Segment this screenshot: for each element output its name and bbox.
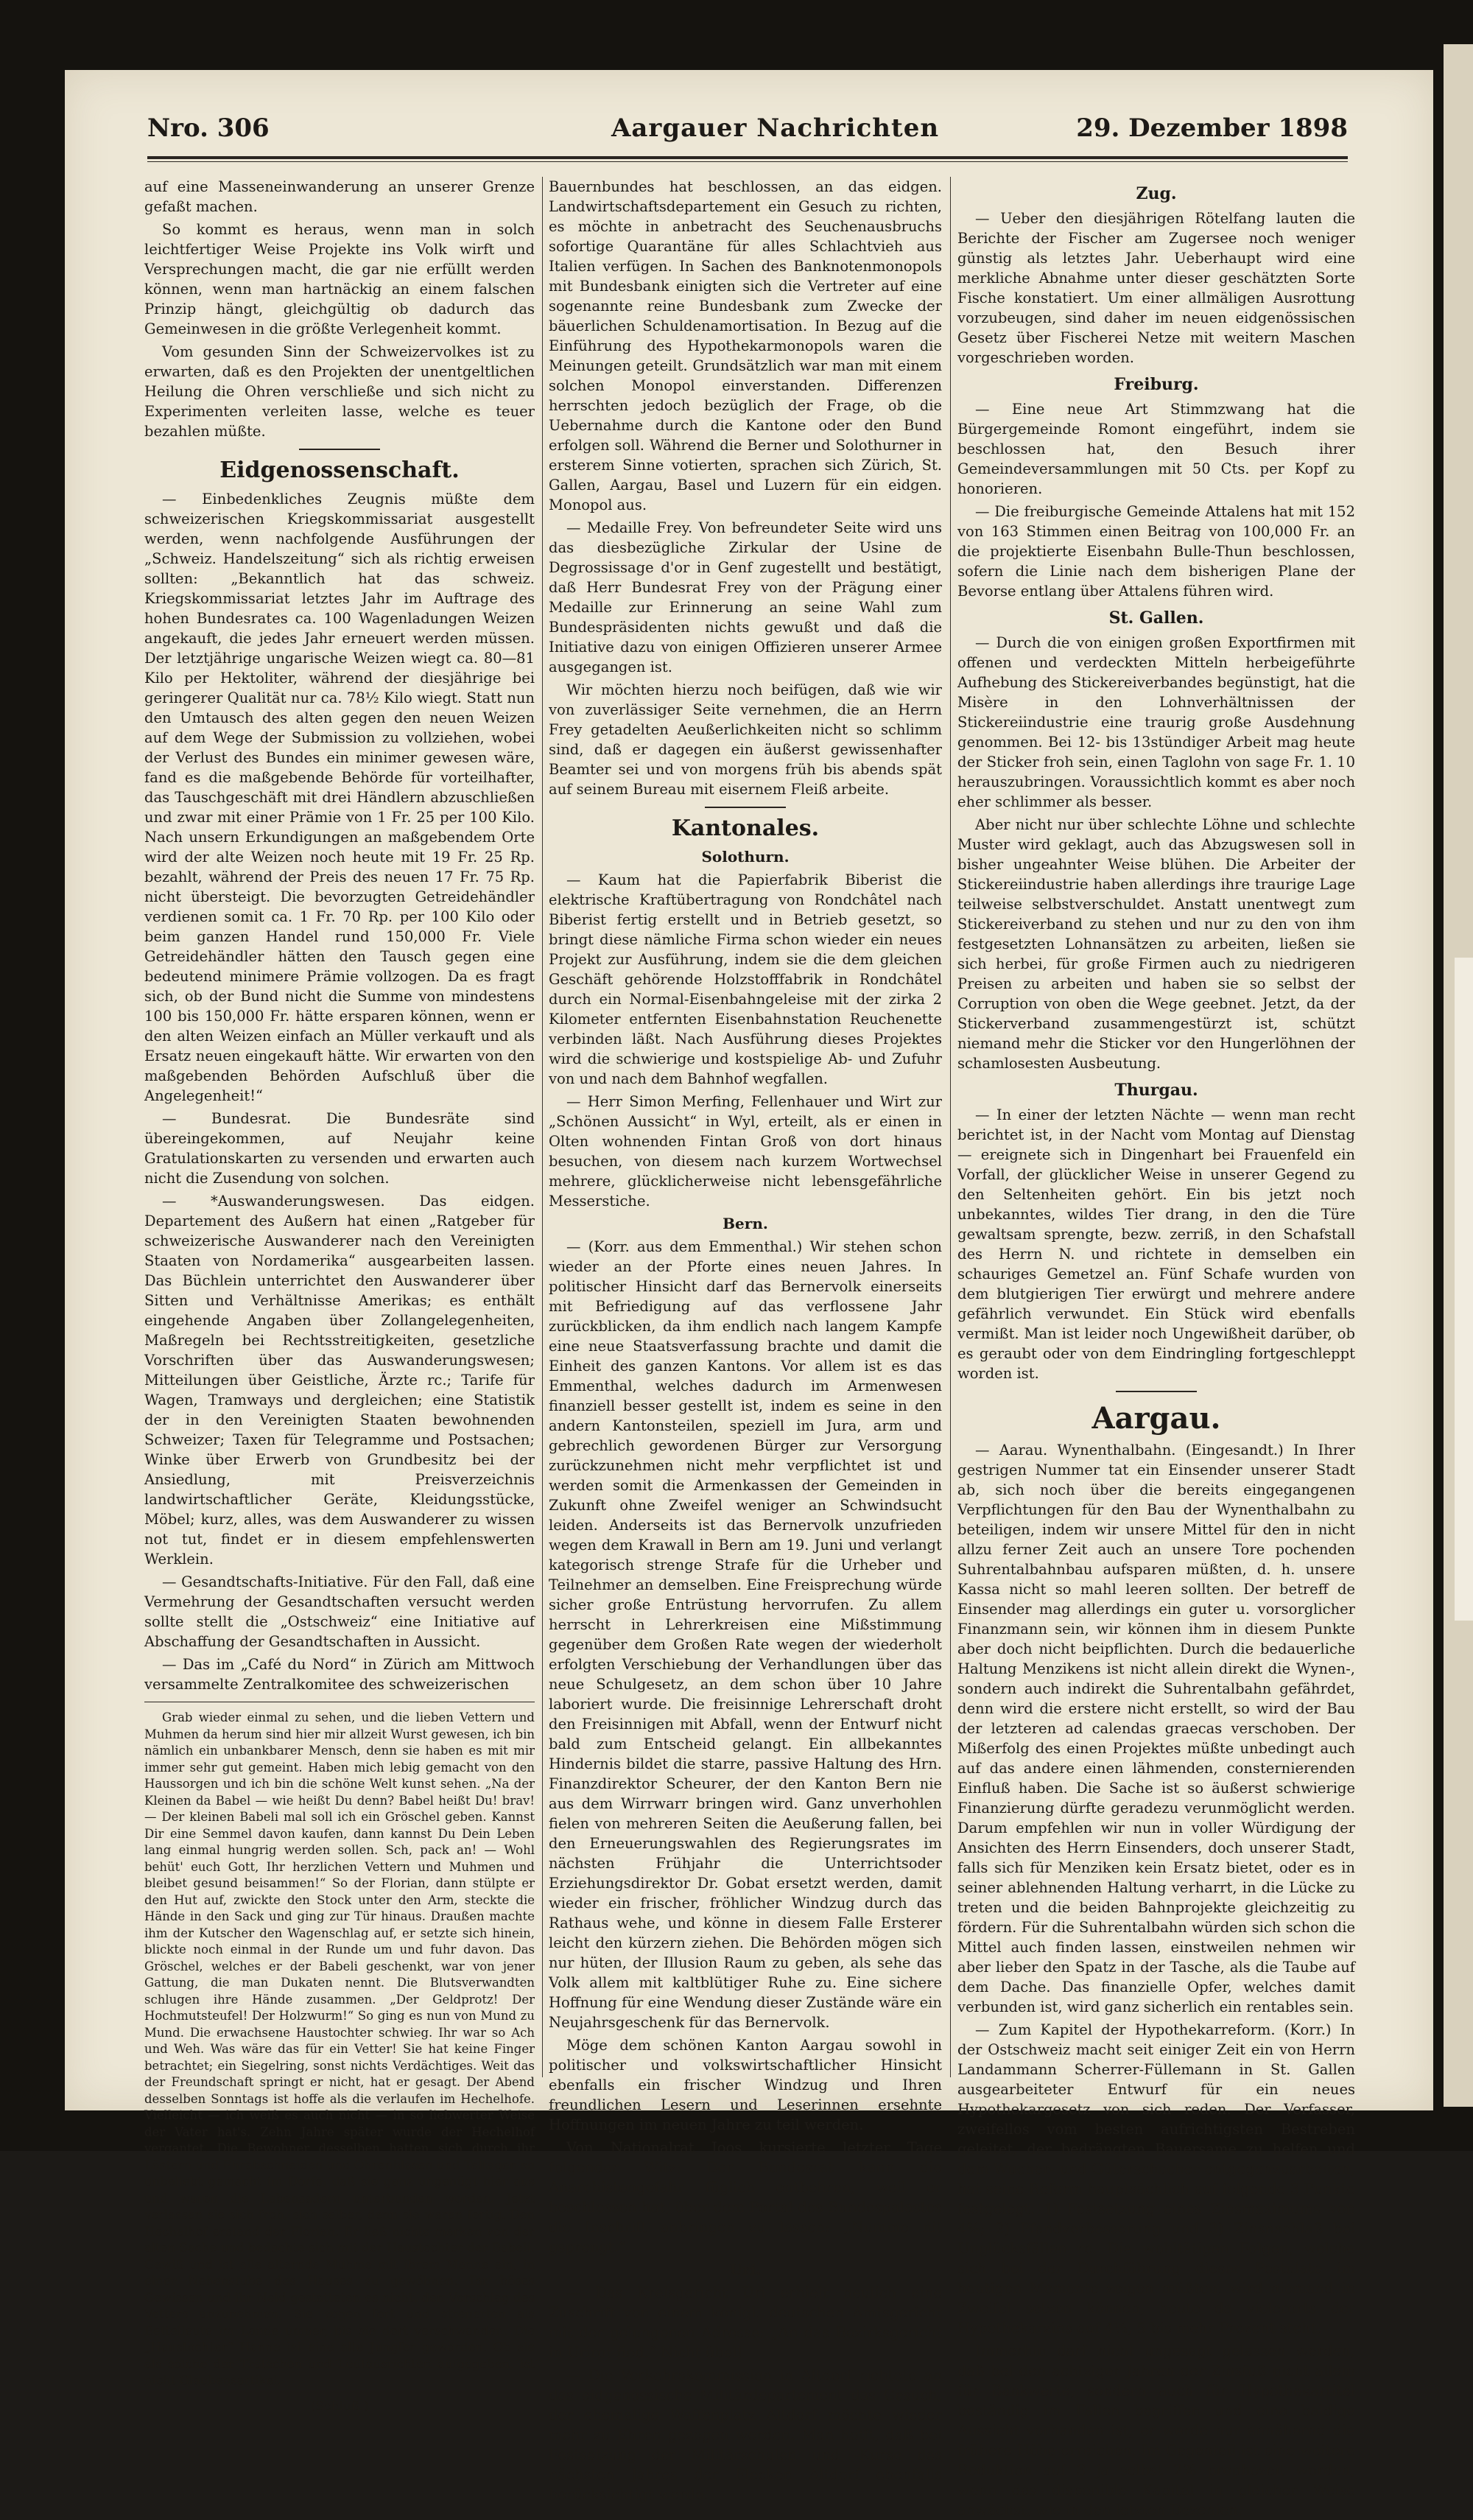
paragraph: So kommt es heraus, wenn man in solch leichtfertiger Weise Projekte ins Volk wirft und Versprechungen macht, die gar nie erfüllt werden können, wenn man hartnäckig an einem falschen Prinzip hängt, gleichgültig ob dadurch das Gemeinwesen in die größte Verlegenheit kommt. (144, 221, 535, 337)
subsection-heading: Thurgau. (1114, 1081, 1198, 1100)
paragraph: — Kaum hat die Papierfabrik Biberist die elektrische Kraftübertragung von Rondchâtel nach Biberist fertig erstellt und in Betrieb gesetzt, so bringt diese nämliche Firma schon wieder ein neues Projekt zur Ausführung, indem sie die dem gleichen Geschäft gehörende Holzstofffabrik in Rondchâtel durch ein Normal-Eisenbahngeleise mit der zirka 2 Kilometer entfernten Eisenbahnstation Reuchenette verbinden läßt. Nach Ausführung dieses Projektes wird die schwierige und kostspielige Ab- und Zufuhr von und nach dem Bahnhof wegfallen. (549, 871, 942, 1087)
column-divider (542, 177, 543, 2077)
section-divider (299, 449, 380, 450)
paragraph: — Herr Simon Merfing, Fellenhauer und Wirt zur „Schönen Aussicht“ in Wyl, erteilt, als er einen in Olten wohnenden Fintan Groß von dort hinaus besuchen, von diesem nach kurzem Wortwechsel mehrere, glücklicherweise nicht lebensgefährliche Messerstiche. (549, 1093, 942, 1210)
paragraph: Immerhin darf nicht ungesagt gelassen werden, daß bei den achtziger Jahren der Zinsfuß nicht allein für Bankwerte, sondern auch für Hypothekartitel beständig im Fallen begriffen und eine baldige Aussicht vorhanden ist, er werde nur annähernd die frühere Höhe erreichen. Im Gegenteil ist eine weitere Reduktion auf 3 ja selbst 2% prophezeit worden, wenn das disponible Kapital in gleicher Weise anwächst, wie in den letzten Dezenien. (957, 2342, 1355, 2519)
paragraph: — Durch die von einigen großen Exportfirmen mit offenen und verdeckten Mitteln herbeigeführte Aufhebung des Stickereiverbandes begünstigt, hat die Misère in den Lohnverhältnissen der Stickereiindustrie eine traurig große Ausdehnung genommen. Bei 12- bis 13stündiger Arbeit mag heute der Sticker froh sein, einen Taglohn von sage Fr. 1. 10 herauszubringen. Voraussichtlich kommt es aber noch eher schlimmer als besser. (957, 634, 1355, 810)
subsection-heading: Bern. (723, 1215, 768, 1232)
paragraph: Von Nationalrat Joos kursierte letzter Tage folgender Witz: Der Bundesrat kann die Anarchistengefahr füglich entbehren, weil er beschlossen hat, über dem Portal des Bundespalastes die Inschrift anbringen zu lassen: „Numme nit gsprengt.“ (549, 2139, 942, 2256)
section-divider (705, 807, 786, 808)
paragraph: — Zum Kapitel der Hypothekarreform. (Korr.) In der Ostschweiz macht seit einiger Zeit ein von Herrn Landammann Scherrer-Füllemann in St. Gallen ausgearbeiteter Entwurf für ein neues Hypothekargesetz von sich reden. Der Verfasser, zweifellos vom besten aufrichtigsten Bestreben geleitet, der bedrängten Bauersame zu helfen und dem Wucher- und Güterschacher entgegenzuarbeiten, hat seine Reform hauptsächlich auf folgende 3 Punkte festgelegt: 1) Festsetzung eines Zinsmaximums von 4%; 2) Pfandverbesserung und 3) Zinsnachlaß bei Unglücksfällen rc. Die wohltätigen Folgen, welche sich bei der Durchführung dieser Postulate im heutigen Momente zeigen müßten, wird niemand in Zweifel setzen können, heute da vielerorts der Hypothekarzins auf 4½, 5 bis mehr Prozent steht. (957, 2021, 1355, 2337)
paragraph: — Einbedenkliches Zeugnis müßte dem schweizerischen Kriegskommissariat ausgestellt werden, wenn nachfolgende Ausführungen der „Schweiz. Handelszeitung“ sich als richtig erweisen sollten: „Bekanntlich hat das schweiz. Kriegskommissariat letztes Jahr im Auftrage des hohen Bundesrates ca. 100 Wagenladungen Weizen angekauft, die jedes Jahr erneuert werden müssen. Der letztjährige ungarische Weizen wiegt ca. 80—81 Kilo per Hektoliter, während der diesjährige bei geringerer Qualität nur ca. 78½ Kilo wiegt. Statt nun den Umtausch des alten gegen den neuen Weizen auf dem Wege der Submission zu vollziehen, wobei der Verlust des Bundes ein minimer gewesen wäre, fand es die maßgebende Behörde für vorteilhafter, das Tauschgeschäft mit drei Händlern abzuschließen und zwar mit einer Prämie von 1 Fr. 25 per 100 Kilo. Nach unsern Erkundigungen an maßgebendem Orte wird der alte Weizen noch heute mit 19 Fr. 25 Rp. bezahlt, während der Preis des neuen 17 Fr. 75 Rp. nicht übersteigt. Die bevorzugten Getreidehändler verdienen somit ca. 1 Fr. 70 Rp. per 100 Kilo oder beim ganzen Handel rund 150,000 Fr. Viele Getreidehändler hätten den Tausch gegen eine bedeutend minimere Prämie vollzogen. Da es fragt sich, ob der Bund nicht die Summe von mindestens 100 bis 150,000 Fr. hätte ersparen können, wenn er den alten Weizen einfach an Müller verkauft und als Ersatz neuen eingekauft hätte. Wir erwarten von den maßgebenden Behörden Aufschluß über die Angelegenheit!“ (144, 491, 535, 1104)
section-divider (1116, 1391, 1197, 1392)
newspaper-title: Aargauer Nachrichten (611, 113, 940, 143)
paragraph: — Bundesrat. Die Bundesräte sind übereingekommen, auf Neujahr keine Gratulationskarten zu versenden und erwarten auch nicht die Zusendung von solchen. (144, 1110, 535, 1187)
paragraph: — In einer der letzten Nächte — wenn man recht berichtet ist, in der Nacht vom Montag auf Dienstag — ereignete sich in Dingenhart bei Frauenfeld ein Vorfall, der glücklicher Weise in unserer Gegend zu den Seltenheiten gehört. Ein bis jetzt noch unbekanntes, wildes Tier drang, in den die Türe gewaltsam sprengte, bezw. zerriß, in den Schafstall des Herrn N. und richtete in demselben ein schauriges Gemetzel an. Fünf Schafe wurden von dem blutgierigen Tier erwürgt und mehrere andere gefährlich verwundet. Ein Stück wird ebenfalls vermißt. Man ist leider noch Ungewißheit darüber, ob es geraubt oder von dem Eindringling fortgeschleppt worden ist. (957, 1106, 1355, 1382)
header-rule-thin (147, 161, 1348, 162)
paragraph: — (Korr. aus dem Emmenthal.) Wir stehen schon wieder an der Pforte eines neuen Jahres. In politischer Hinsicht darf das Bernervolk einerseits mit Befriedigung auf das verflossene Jahr zurückblicken, da ihm endlich nach langem Kampfe eine neue Staatsverfassung brachte und damit die Einheit des ganzen Kantons. Vor allem ist es das Emmenthal, welches dadurch im Armenwesen finanziell besser gestellt ist, indem es seine in den andern Kantonsteilen, speziell im Jura, arm und gebrechlich gewordenen Bürger zur Versorgung zurückzunehmen nicht mehr verpflichtet ist und werden somit die Armenkassen der Gemeinden in Zukunft ohne Zweifel weniger an Schwindsucht leiden. Anderseits ist das Bernervolk unzufrieden wegen dem Krawall in Bern am 19. Juni und verlangt kategorisch strenge Strafe für die Urheber und Teilnehmer an demselben. Eine Freisprechung würde sicher große Entrüstung hervorrufen. Zu allem herrscht in Lehrerkreisen eine Mißstimmung gegenüber dem Großen Rate wegen der wiederholt erfolgten Verschiebung der Verhandlungen über das neue Schulgesetz, an dem schon über 10 Jahre laboriert wurde. Die freisinnige Lehrerschaft droht den Freisinnigen mit Abfall, wenn der Entwurf nicht bald zum Entscheid gelangt. Ein allbekanntes Hindernis bildet die starre, passive Haltung des Hrn. Finanzdirektor Scheurer, der den Kanton Bern nie aus dem Wirrwarr bringen wird. Ganz unverhohlen fielen von mehreren Seiten die Aeußerung fallen, bei den Erneuerungswahlen des Regierungsrates im nächsten Frühjahr die Unterrichtsoder Erziehungsdirektor Dr. Gobat ersetzt werden, damit wieder ein frischer, fröhlicher Windzug durch das Rathaus wehe, und könne in diesem Falle Ersterer leicht den kürzern ziehen. Die Behörden mögen sich nur hüten, der Illusion Raum zu geben, als sehe das Volk allem mit kaltblütiger Ruhe zu. Eine sichere Hoffnung für eine Wendung dieser Zustände wäre ein Neujahrsgeschenk für das Bernervolk. (549, 1238, 942, 2031)
paragraph: Wir möchten hierzu noch beifügen, daß wie wir von zuverlässiger Seite vernehmen, die an Herrn Frey getadelten Aeußerlichkeiten nicht so schlimm sind, daß er dagegen ein äußerst gewissenhafter Beamter sei und von morgens früh bis abends spät auf seinem Bureau mit eisernem Fleiß arbeite. (549, 681, 942, 798)
paragraph: — Die Verkehrskommission in Altdorf richtete an das eidgenössische Militärdepartement das Gesuch, der ehemalige Waffenplatz Altdorf möchte wieder mehr zu Ehren gezogen werden. Man hofft, daß bei Festsetzung der Militärschulen und -Kurse des nächsten Jahres der Flecken Altdorf ebenfalls berücksichtigt werde. (549, 2367, 942, 2503)
column-2 (549, 177, 942, 2503)
feuilleton-end: (Schluß.) (310, 2398, 369, 2414)
column-3 (957, 177, 1355, 2519)
paragraph: Aber nicht nur über schlechte Löhne und schlechte Muster wird geklagt, auch das Abzugswesen soll in bisher ungeahnter Weise blühen. Die Arbeiter der Stickereiindustrie haben allerdings ihre traurige Lage teilweise selbstverschuldet. Anstatt unentwegt zum Stickereiverband zu stehen und nur zu den von ihm festgesetzten Lohnansätzen zu arbeiten, ließen sie sich herbei, für große Firmen auch zu niedrigeren Preisen zu arbeiten und haben sie so selbst der Corruption von oben die Wege geebnet. Jetzt, da der Stickerverband zusammengestürzt ist, schützt niemand mehr die Sticker vor den Hungerlöhnen der schamlosesten Ausbeutung. (957, 816, 1355, 1072)
subsection-heading: Uri. (729, 2261, 762, 2278)
subsection-heading: Zug. (1136, 184, 1177, 203)
paragraph: — Die freiburgische Gemeinde Attalens hat mit 152 von 163 Stimmen einen Beitrag von 100,000 Fr. an die projektierte Eisenbahn Bulle-Thun beschlossen, sofern die Linie nach dem bisherigen Plane der Bevorse entlang über Attalens führen wird. (957, 503, 1355, 600)
section-heading: Kantonales. (671, 815, 820, 841)
header-rule (147, 156, 1348, 159)
subsection-heading: Freiburg. (1114, 375, 1199, 394)
paragraph: auf eine Masseneinwanderung an unserer Grenze gefaßt machen. (144, 178, 535, 215)
paragraph: — *Auswanderungswesen. Das eidgen. Departement des Außern hat einen „Ratgeber für schweizerische Auswanderer nach den Vereinigten Staaten von Nordamerika“ ausgearbeiten lassen. Das Büchlein unterrichtet den Auswanderer über Sitten und Verhältnisse Amerikas; es enthält eingehende Angaben über Zollangelegenheiten, Maßregeln bei Rechtsstreitigkeiten, gesetzliche Vorschriften über das Auswanderungswesen; Mitteilungen über Geistliche, Ärzte rc.; Tarife für Wagen, Tramways und dergleichen; eine Statistik der in den Vereinigten Staaten bewohnenden Schweizer; Taxen für Telegramme und Postsachen; Winke über Erwerb von Grundbesitz bei der Ansiedlung, mit Preisverzeichnis landwirtschaftlicher Geräte, Kleidungsstücke, Möbel; kurz, alles, was dem Auswanderer zu wissen not tut, findet er in diesem empfehlenswerten Werklein. (144, 1193, 535, 1568)
paragraph: — Eine neue Art Stimmzwang hat die Bürgergemeinde Romont eingeführt, indem sie beschlossen hat, den Besuch ihrer Gemeindeversammlungen mit 50 Cts. per Kopf zu honorieren. (957, 401, 1355, 497)
issue-number: Nro. 306 (147, 113, 270, 143)
paragraph: — Aarau. Wynenthalbahn. (Eingesandt.) In Ihrer gestrigen Nummer tat ein Einsender unserer Stadt ab, sich noch über die bereits eingegangenen Verpflichtungen für den Bau der Wynenthalbahn zu beteiligen, indem wir unsere Mittel für den in nicht allzu ferner Zeit auch an unsere Tore pochenden Suhrentalbahnbau aufsparen müßten, d. h. unsere Kassa nicht so mahl leeren sollten. Der betreff de Einsender mag allerdings ein guter u. vorsorglicher Finanzmann sein, wir können ihm in diesem Punkte aber doch nicht beipflichten. Durch die bedauerliche Haltung Menzikens ist nicht allein direkt die Wynen-, sondern auch indirekt die Suhrentalbahn gefährdet, denn wird die erstere nicht erstellt, so wird der Bau der letzteren ad calendas graecas verschoben. Der Mißerfolg des einen Projektes müßte unbedingt auch auf das andere einen lähmenden, consternierenden Einfluß haben. Die Sache ist so äußerst schwierige Finanzierung dürfte geradezu verunmöglicht werden. Darum empfehlen wir nun in voller Würdigung der Ansichten des Herrn Einsenders, doch unserer Stadt, falls sich für Menziken kein Ersatz bietet, oder es in seiner ablehnenden Haltung verharrt, in die Lücke zu treten und die beiden Bahnprojekte gleichzeitig zu fördern. Für die Suhrentalbahn würden sich schon die Mittel auch finden lassen, einstweilen nehmen wir aber lieber den Spatz in der Tasche, als die Taube auf dem Dache. Das finanzielle Opfer, welches damit verbunden ist, wird ganz sicherlich ein rentables sein. (957, 1442, 1355, 2015)
paragraph: Möge dem schönen Kanton Aargau sowohl in politischer und volkswirtschaftlicher Hinsicht ebenfalls ein frischer Windzug und Ihren freundlichen Lesern und Leserinnen ersehnte Hoffnungen im neuen Jahre zu teil werden. (549, 2037, 942, 2133)
section-heading: Eidgenossenschaft. (219, 457, 460, 483)
column-divider (950, 177, 951, 2077)
feuilleton-text: Grab wieder einmal zu sehen, und die lieben Vettern und Muhmen da herum sind hier mir allzeit Wurst gewesen, ich bin nämlich ein unbankbarer Mensch, denn sie haben es mit mir immer sehr gut gemeint. Haben mich lebig gemacht von den Haussorgen und ich bin die schöne Welt kunst sehen. „Na der Kleinen da Babel — wie heißt Du denn? Babel heißt Du! brav! — Der kleinen Babeli mal soll ich ein Gröschel geben. Kannst Dir eine Semmel davon kaufen, dann kannst Du Dein Leben lang einmal hungrig werden sollen. Sch, pack an! — Wohl behüt' euch Gott, Ihr herzlichen Vettern und Muhmen und bleibet gesund beisammen!“ So der Florian, dann stülpte er den Hut auf, zwickte den Stock unter den Arm, steckte die Hände in den Sack und ging zur Tür hinaus. Draußen machte ihm der Kutscher den Wagenschlag auf, er setzte sich hinein, blickte noch einmal in der Runde um und fuhr davon. Das Gröschel, welches er der Babeli geschenkt, war von jener Gattung, die man Dukaten nennt. Die Blutsverwandten schlugen ihre Hände zusammen. „Der Geldprotz! Der Hochmutsteufel! Der Holzwurm!“ So ging es nun von Mund zu Mund. Die erwachsene Haustochter schwieg. Ihr war so Ach und Weh. Was wäre das für ein Vetter! Sie hat keine Finger betrachtet; ein Siegelring, sonst nichts Verdächtiges. Weit das der Freundschaft springt er nicht, hat er gesagt. Der Abend desselben Sonntags ist hoffe als die verlaufen im Hechelhofe. Vielleicht — ich weiß es auch nicht — in so liebwerter Weise der Vater hat's. Zehn Jahre später wurde der Hechelhof vergantet. Die Bewohner desselben hatten sich durch ihr Lästern und Ehrabschneiden und Ohrenblasen und Taltagen so unbeliebt gemacht im Dorfe, daß sie ganz ungenügt hier aus und waren die Lebensadern unterbunden worden. Jetzt verlassen sie sich froh, sich selber, denn sie waren fertig. Den Hechelhof erstand der Florian. Er ließ nichts merken von der alten Sache und bedachte sich mit der Haustochter der Babeli. Gewiß und ist alle alternde Muhme mit ihrem Manne ein, in einer Nebenstube des Hauses zu gewöhnen. Ihr böses Gewissen und ihr Neid gestatteten es nicht, den Vorschlag des Vetters anzunehmen. Sie zogen fort und strenerten als Bettelleute im Lande umher, bis sie dort verschwanden. Die „Haustochter“ Hanne ist eine alte Jungfer geworden. Ob sie als solche der Tratschen und Leutausrichten aufgegeben, ist nicht Glaubensartikel. (144, 1710, 535, 2387)
issue-date: 29. Dezember 1898 (1076, 113, 1348, 143)
subsection-heading: St. Gallen. (1108, 608, 1204, 628)
paragraph: Bauernbundes hat beschlossen, an das eidgen. Landwirtschaftsdepartement ein Gesuch zu richten, es möchte in anbetracht des Seuchenausbruchs sofortige Quarantäne für alles Schlachtvieh aus Italien verfügen. In Sachen des Banknotenmonopols mit Bundesbank einigten sich die Vertreter auf eine sogenannte reine Bundesbank zum Zwecke der bäuerlichen Schuldenamortisation. In Bezug auf die Einführung des Hypothekarmonopols waren die Meinungen geteilt. Grundsätzlich war man mit einem solchen Monopol einverstanden. Differenzen herrschten jedoch bezüglich der Frage, ob die Uebernahme durch die Kantone oder den Bund erfolgen soll. Während die Berner und Solothurner in ersterem Sinne votierten, sprachen sich Zürich, St. Gallen, Aargau, Basel und Luzern für ein eidgen. Monopol aus. (549, 178, 942, 513)
paragraph: — Gesandtschafts-Initiative. Für den Fall, daß eine Vermehrung der Gesandtschaften versucht werden sollte stellt die „Ostschweiz“ eine Initiative auf Abschaffung der Gesandtschaften in Aussicht. (144, 1573, 535, 1650)
next-page-edge-highlight (1455, 958, 1473, 1621)
paragraph: Vom gesunden Sinn der Schweizervolkes ist zu erwarten, daß es den Projekten der unentgeltlichen Heilung die Ohren verschließe und sich nicht zu Experimenten verleiten lasse, welche es teuer bezahlen müßte. (144, 343, 535, 440)
column-1 (144, 177, 535, 2414)
paragraph: — Das Kreisgericht Uri erhielt neulich eine Zuschrift von einem königl. deutschen Amtsgericht mit der gelungenen Adresse: „An das Bezirksgericht in Urirot-fiod.“ Nicht übel! (549, 2284, 942, 2361)
section-heading: Aargau. (1091, 1401, 1221, 1436)
subsection-heading: Solothurn. (701, 848, 790, 866)
paragraph: — Das im „Café du Nord“ in Zürich am Mittwoch versammelte Zentralkomitee des schweizerischen (144, 1656, 535, 1693)
page-header (81, 110, 1348, 147)
paragraph: — Ueber den diesjährigen Rötelfang lauten die Berichte der Fischer am Zugersee noch weniger günstig als letztes Jahr. Ueberhaupt wird eine merkliche Abnahme unter dieser geschätzten Sorte Fische konstatiert. Um einer allmäligen Ausrottung vorzubeugen, sind daher im neuen eidgenössischen Gesetz über Fischerei Netze mit weitern Maschen vorgeschrieben worden. (957, 210, 1355, 366)
paragraph: — Medaille Frey. Von befreundeter Seite wird uns das diesbezügliche Zirkular der Usine de Degrossissage d'or in Genf zugestellt und bestätigt, daß Herr Bundesrat Frey von der Prägung einer Medaille zur Erinnerung an seine Wahl zum Bundespräsidenten nichts gewußt und daß die Initiative dazu von einigen Offizieren unserer Armee ausgegangen ist. (549, 519, 942, 675)
